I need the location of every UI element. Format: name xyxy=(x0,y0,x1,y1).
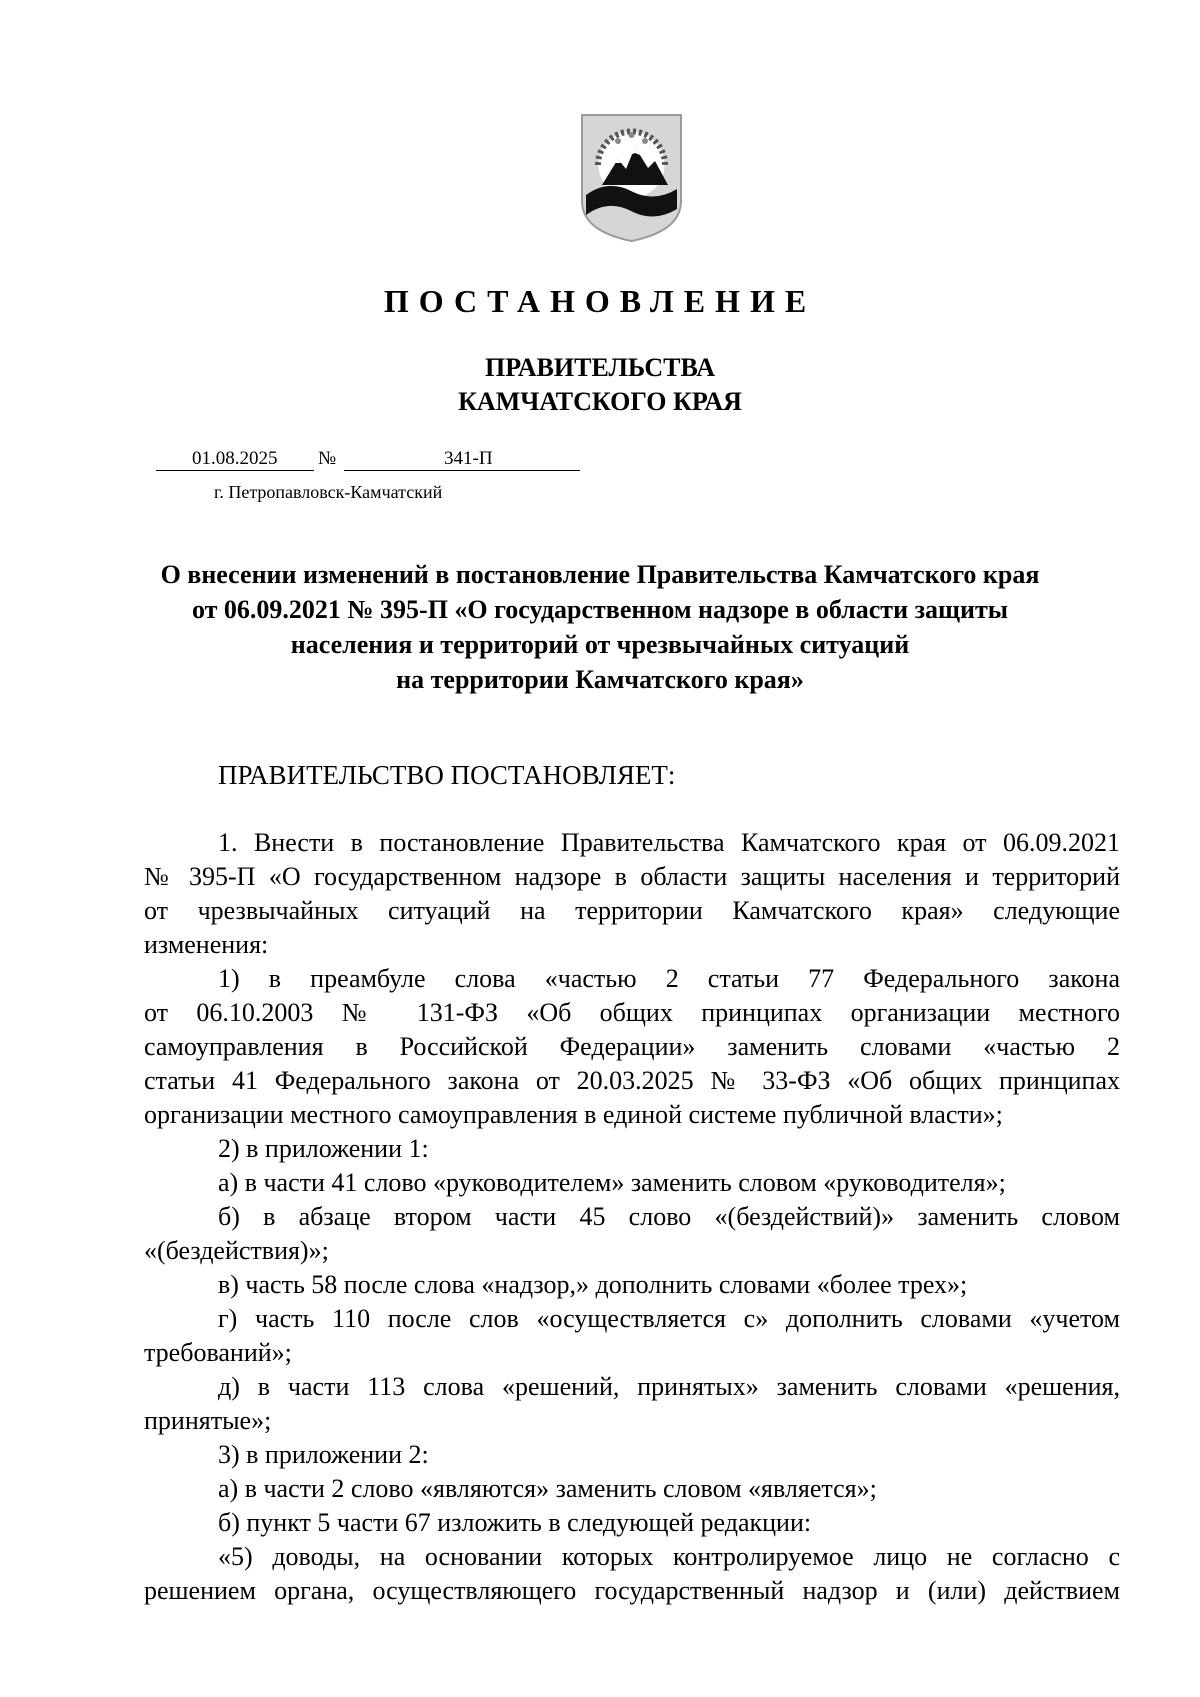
body-line: «5) доводы, на основании которых контролируемое лицо не согласно с xyxy=(218,1542,1120,1571)
issuer-line-2: КАМЧАТСКОГО КРАЯ xyxy=(458,387,742,416)
body-line: г) часть 110 после слов «осуществляется с» дополнить словами «учетом xyxy=(218,1304,1120,1333)
body-line: принятые»; xyxy=(144,1406,272,1435)
body-line: № 395-П «О государственном надзоре в области защиты населения и территорий xyxy=(144,862,1120,891)
body-line: в) часть 58 после слова «надзор,» дополнить словами «более трех»; xyxy=(218,1270,968,1299)
body-line: от чрезвычайных ситуаций на территории Камчатского края» следующие xyxy=(144,896,1120,925)
body-line: самоуправления в Российской Федерации» заменить словами «частью 2 xyxy=(144,1032,1120,1061)
body-line: д) в части 113 слова «решений, принятых» заменить словами «решения, xyxy=(218,1372,1120,1401)
title-line: О внесении изменений в постановление Правительства Камчатского края xyxy=(160,560,1040,589)
number-sign: № xyxy=(318,448,337,469)
body-line: 1) в преамбуле слова «частью 2 статьи 77 Федерального закона xyxy=(218,964,1120,993)
issuer-line-1: ПРАВИТЕЛЬСТВА xyxy=(485,353,715,382)
title-line: населения и территорий от чрезвычайных ситуаций xyxy=(290,630,910,659)
body-line: б) пункт 5 части 67 изложить в следующей редакции: xyxy=(218,1508,812,1537)
kamchatka-emblem-icon xyxy=(578,113,685,243)
number-underline xyxy=(344,470,580,471)
body-line: а) в части 2 слово «являются» заменить словом «является»; xyxy=(218,1474,877,1503)
body-line: требований»; xyxy=(144,1338,292,1367)
preamble: ПРАВИТЕЛЬСТВО ПОСТАНОВЛЯЕТ: xyxy=(218,760,676,790)
date-underline xyxy=(156,470,314,471)
body-line: 1. Внести в постановление Правительства Камчатского края от 06.09.2021 xyxy=(218,828,1120,857)
city-name: г. Петропавловск-Камчатский xyxy=(214,482,443,502)
document-number: 341-П xyxy=(444,448,493,469)
title-line: от 06.09.2021 № 395-П «О государственном надзоре в области защиты xyxy=(191,595,1009,624)
body-line: решением органа, осуществляющего государственный надзор и (или) действием xyxy=(144,1576,1120,1605)
body-line: от 06.10.2003 № 131-ФЗ «Об общих принципах организации местного xyxy=(144,998,1120,1027)
body-line: б) в абзаце втором части 45 слово «(бездействий)» заменить словом xyxy=(218,1202,1120,1231)
document-type: ПОСТАНОВЛЕНИЕ xyxy=(383,283,817,319)
body-line: а) в части 41 слово «руководителем» заменить словом «руководителя»; xyxy=(218,1168,1006,1197)
body-line: 3) в приложении 2: xyxy=(218,1440,429,1469)
body-line: статьи 41 Федерального закона от 20.03.2025 № 33-ФЗ «Об общих принципах xyxy=(144,1066,1120,1095)
title-line: на территории Камчатского края» xyxy=(396,665,804,694)
body-line: организации местного самоуправления в единой системе публичной власти»; xyxy=(144,1100,1003,1129)
body-line: 2) в приложении 1: xyxy=(218,1134,429,1163)
document-date: 01.08.2025 xyxy=(192,448,278,469)
body-line: изменения: xyxy=(144,930,269,959)
body-line: «(бездействия)»; xyxy=(144,1236,329,1265)
